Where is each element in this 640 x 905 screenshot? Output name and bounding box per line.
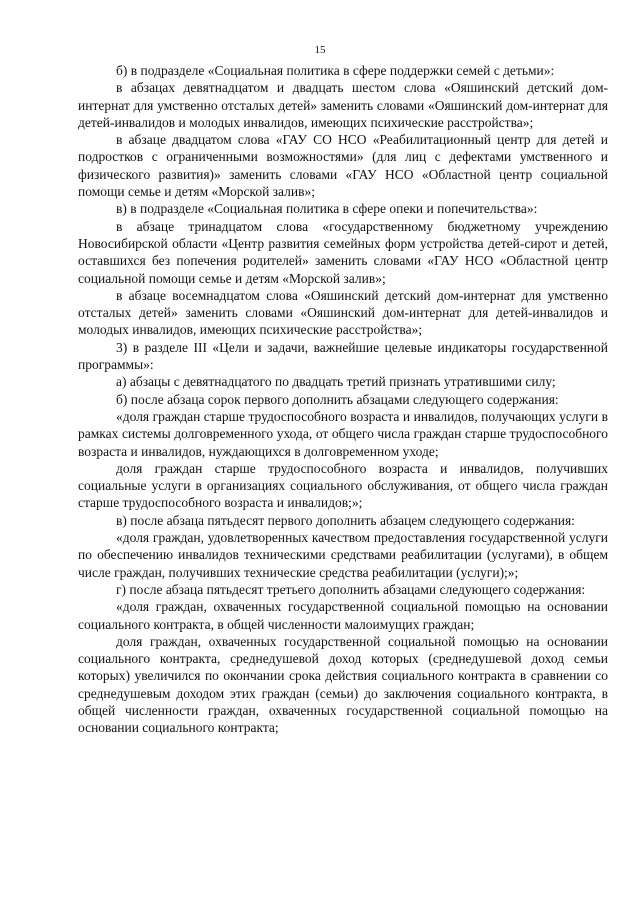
document-body <box>78 62 608 737</box>
paragraph: «доля граждан, охваченных государственной социальной помощью на основании социального контракта, в общей численности малоимущих граждан; <box>78 599 608 632</box>
paragraph: в абзаце тринадцатом слова «государственному бюджетному учреждению Новосибирской области «Центр развития семейных форм устройства детей-сирот и детей, оставшихся без попечения родителей» заменить словами «ГАУ НСО «Областной центр социальной помощи семье и детям «Морской залив»; <box>78 218 608 286</box>
paragraph: доля граждан старше трудоспособного возраста и инвалидов, получивших социальные услуги в организациях социального обслуживания, от общего числа граждан старше трудоспособного возраста и инвалидов;»; <box>78 460 608 511</box>
paragraph: «доля граждан старше трудоспособного возраста и инвалидов, получающих услуги в рамках системы долговременного ухода, от общего числа граждан старше трудоспособного возраста и инвалидов, нуждающихся в долговременном уходе; <box>78 408 608 459</box>
paragraph-item-3: 3) в разделе III «Цели и задачи, важнейшие целевые индикаторы государственной программы»: <box>78 339 608 373</box>
page-number: 15 <box>314 44 326 56</box>
paragraph-subsection-v: в) в подразделе «Социальная политика в сфере опеки и попечительства»: <box>116 201 538 217</box>
paragraph: доля граждан, охваченных государственной социальной помощью на основании социального контракта, среднедушевой доход которых (среднедушевой доход семьи которых) увеличился по окончании срока действия социального контракта в сравнении со среднедушевым доходом этих граждан (семьи) до заключения социального контракта, в общей численности граждан, охваченных государственной социальной помощью на основании социального контракта; <box>78 633 608 736</box>
paragraph-item-g: г) после абзаца пятьдесят третьего дополнить абзацами следующего содержания: <box>116 581 586 597</box>
paragraph-item-b: б) после абзаца сорок первого дополнить абзацами следующего содержания: <box>116 391 559 407</box>
paragraph: «доля граждан, удовлетворенных качеством предоставления государственной услуги по обеспечению инвалидов техническими средствами реабилитации (услугами), в общем числе граждан, получивших технические средства реабилитации (услуги);»; <box>78 530 608 580</box>
paragraph-item-v: в) после абзаца пятьдесят первого дополнить абзацем следующего содержания: <box>116 512 575 528</box>
paragraph-item-a: а) абзацы с девятнадцатого по двадцать третий признать утратившими силу; <box>116 374 556 390</box>
paragraph: в абзаце восемнадцатом слова «Ояшинский детский дом-интернат для умственно отсталых детей» заменить словами «Ояшинский дом-интернат для детей-инвалидов и молодых инвалидов, имеющих психические расстройства»; <box>78 287 608 338</box>
paragraph: в абзаце двадцатом слова «ГАУ СО НСО «Реабилитационный центр для детей и подростков с ограниченными возможностями» (для лиц с дефектами умственного и физического развития)» заменить словами «ГАУ НСО «Областной центр социальной помощи семье и детям «Морской залив»; <box>78 132 608 200</box>
paragraph-subsection-b: б) в подразделе «Социальная политика в сфере поддержки семей с детьми»: <box>116 63 555 78</box>
paragraph: в абзацах девятнадцатом и двадцать шестом слова «Ояшинский детский дом-интернат для умственно отсталых детей» заменить словами «Ояшинский дом-интернат для детей-инвалидов и молодых инвалидов, имеющих психические расстройства»; <box>78 80 608 130</box>
